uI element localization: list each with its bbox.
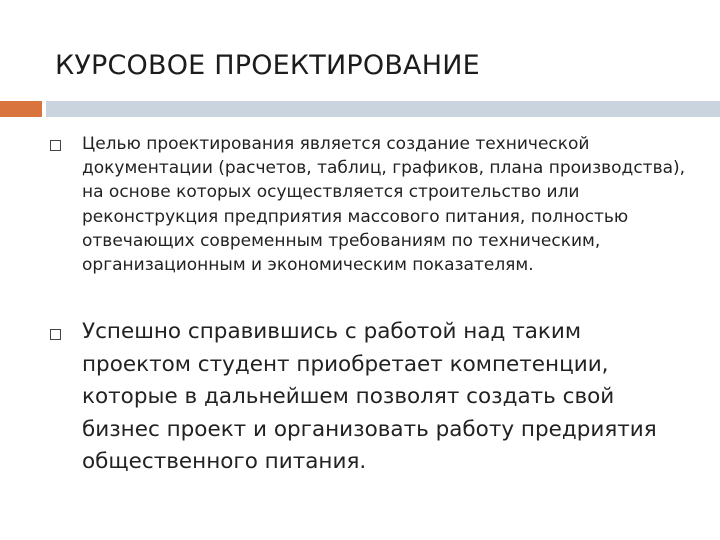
slide-title: КУРСОВОЕ ПРОЕКТИРОВАНИЕ — [55, 50, 480, 81]
bullet-text: Целью проектирования является создание технической документации (расчетов, таблиц, графиков, плана производства), на основе которых осуществляется строительство или реконструкция предприятия массового питания, полностью отвечающих современным требованиям по техническим, организационным и экономическим показателям. — [82, 134, 686, 276]
bullet-text: Успешно справившись с работой над таким проектом студент приобретает компетенции, которые в дальнейшем позволят создать свой бизнес проект и организовать работу предриятия общественного питания. — [82, 319, 657, 474]
checkbox-square-icon — [50, 329, 61, 340]
checkbox-square-icon — [50, 140, 61, 151]
